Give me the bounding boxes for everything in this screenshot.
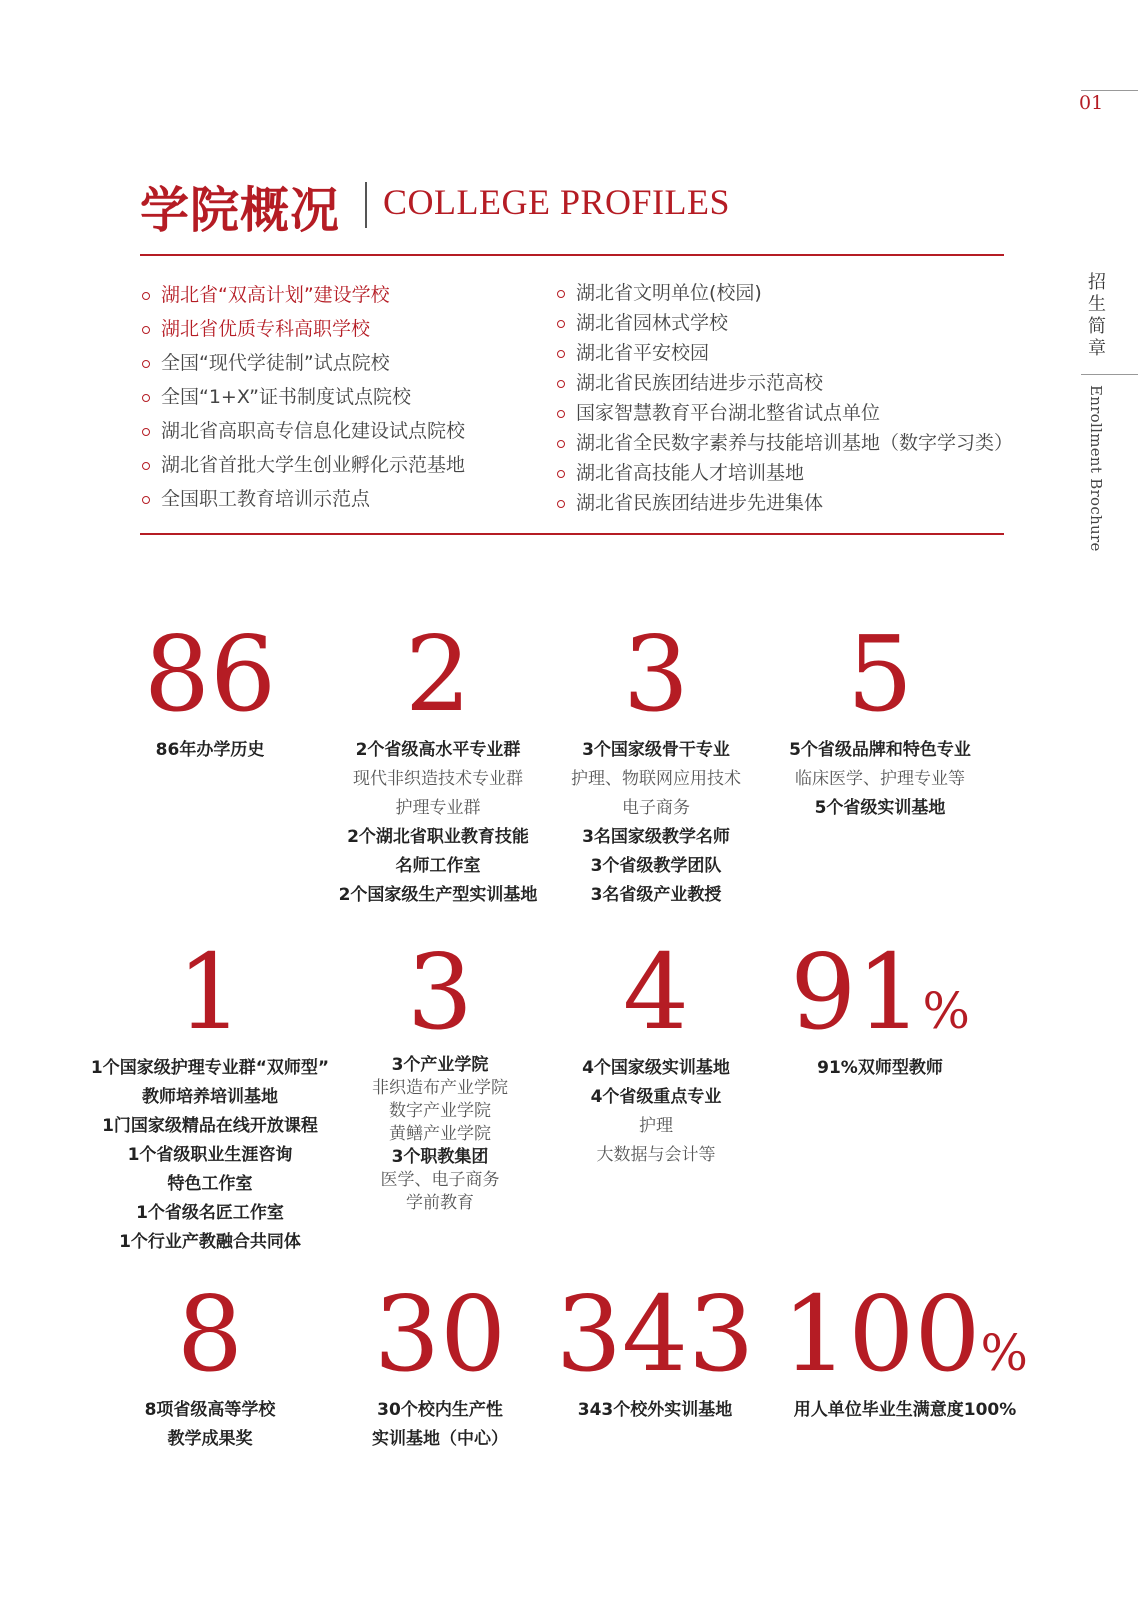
stat-number xyxy=(770,1273,1040,1395)
stat-91 xyxy=(780,931,980,1083)
stat-line: 3个国家级骨干专业 xyxy=(582,740,730,760)
highlight-item: 湖北省民族团结进步先进集体 xyxy=(556,488,1013,518)
stat-desc xyxy=(110,1396,310,1454)
stat-desc xyxy=(550,736,762,910)
highlight-item: 全国职工教育培训示范点 xyxy=(141,482,465,516)
side-char: 简 xyxy=(1088,316,1106,337)
stat-line: 护理、物联网应用技术 xyxy=(571,769,741,789)
stat-number: 5 xyxy=(846,613,914,735)
stat-line: 1个省级名匠工作室 xyxy=(136,1203,284,1223)
stat-number: 86 xyxy=(143,613,277,735)
highlight-item: 全国“1+X”证书制度试点院校 xyxy=(141,380,465,414)
top-divider xyxy=(140,254,1004,256)
stat-line: 1个省级职业生涯咨询 xyxy=(127,1145,293,1165)
stat-number: 4 xyxy=(622,931,690,1053)
stat-line: 护理 xyxy=(639,1116,673,1136)
highlight-item: 湖北省全民数字素养与技能培训基地（数字学习类） xyxy=(556,428,1013,458)
stat-line: 教学成果奖 xyxy=(167,1429,253,1449)
stat-number xyxy=(780,931,980,1053)
stat-desc xyxy=(60,1054,360,1257)
stat-line: 黄鳝产业学院 xyxy=(389,1124,491,1144)
stat-line: 30个校内生产性 xyxy=(377,1400,503,1420)
stat-line: 3个职教集团 xyxy=(391,1147,489,1167)
stat-line: 3名省级产业教授 xyxy=(590,885,722,905)
stat-number: 343 xyxy=(555,1273,755,1395)
side-char: 招 xyxy=(1088,272,1106,293)
title-divider xyxy=(365,182,367,228)
stat-4 xyxy=(560,931,752,1170)
page-number: 01 xyxy=(1079,92,1104,114)
stat-line: 1门国家级精品在线开放课程 xyxy=(102,1116,318,1136)
highlight-item: 湖北省高职高专信息化建设试点院校 xyxy=(141,414,465,448)
stat-line: 名师工作室 xyxy=(395,856,481,876)
stat-line: 3个省级教学团队 xyxy=(590,856,722,876)
stat-line: 医学、电子商务 xyxy=(380,1170,500,1190)
stat-line: 86年办学历史 xyxy=(155,740,265,760)
stat-number-value: 100 xyxy=(782,1273,981,1395)
stat-line: 数字产业学院 xyxy=(389,1101,491,1121)
stat-line: 特色工作室 xyxy=(167,1174,253,1194)
stat-5 xyxy=(768,613,992,823)
page-title-cn: 学院概况 xyxy=(140,181,341,239)
stat-number: 3 xyxy=(406,931,474,1053)
stat-line: 2个湖北省职业教育技能 xyxy=(347,827,529,847)
stat-3-backbone xyxy=(550,613,762,910)
side-char: 生 xyxy=(1088,294,1106,315)
stat-line: 8项省级高等学校 xyxy=(144,1400,276,1420)
stat-line: 教师培养培训基地 xyxy=(142,1087,278,1107)
stat-30 xyxy=(335,1273,545,1454)
page-title-en: COLLEGE PROFILES xyxy=(383,182,731,222)
stat-1 xyxy=(60,931,360,1257)
highlight-item: 湖北省园林式学校 xyxy=(556,308,1013,338)
stat-line: 3名国家级教学名师 xyxy=(582,827,730,847)
bottom-divider xyxy=(140,533,1004,535)
percent-sign: % xyxy=(980,1324,1028,1382)
top-right-rule xyxy=(1081,90,1138,91)
stat-line: 5个省级品牌和特色专业 xyxy=(789,740,971,760)
stat-343 xyxy=(555,1273,755,1425)
side-title-cn xyxy=(1086,272,1108,360)
highlight-item: 国家智慧教育平台湖北整省试点单位 xyxy=(556,398,1013,428)
highlight-item: 湖北省“双高计划”建设学校 xyxy=(141,278,465,312)
stat-line: 2个省级高水平专业群 xyxy=(355,740,521,760)
stat-3-industry xyxy=(350,931,530,1215)
stat-number: 1 xyxy=(176,931,244,1053)
stat-number-value: 91 xyxy=(790,931,923,1053)
stat-100 xyxy=(770,1273,1040,1425)
stat-desc xyxy=(780,1054,980,1083)
stat-line: 实训基地（中心） xyxy=(372,1429,508,1449)
highlight-item: 湖北省民族团结进步示范高校 xyxy=(556,368,1013,398)
highlights-left xyxy=(141,278,465,516)
side-rule xyxy=(1081,374,1138,375)
stat-line: 大数据与会计等 xyxy=(596,1145,716,1165)
stat-number: 30 xyxy=(373,1273,507,1395)
stat-line: 现代非织造技术专业群 xyxy=(353,769,523,789)
stat-line: 343个校外实训基地 xyxy=(577,1400,733,1420)
stat-desc xyxy=(318,736,558,910)
side-title-en: Enrollment Brochure xyxy=(1087,385,1105,552)
stat-line: 4个省级重点专业 xyxy=(590,1087,722,1107)
percent-sign: % xyxy=(922,982,970,1040)
stat-number: 2 xyxy=(404,613,472,735)
stat-desc xyxy=(555,1396,755,1425)
stat-desc xyxy=(560,1054,752,1170)
stat-8 xyxy=(110,1273,310,1454)
stat-line: 2个国家级生产型实训基地 xyxy=(338,885,538,905)
side-char: 章 xyxy=(1088,338,1106,359)
stat-desc xyxy=(335,1396,545,1454)
stat-number: 3 xyxy=(622,613,690,735)
highlight-item: 湖北省平安校园 xyxy=(556,338,1013,368)
stat-line: 护理专业群 xyxy=(395,798,481,818)
stat-line: 5个省级实训基地 xyxy=(814,798,946,818)
stat-line: 临床医学、护理专业等 xyxy=(795,769,965,789)
highlight-item: 湖北省高技能人才培训基地 xyxy=(556,458,1013,488)
stat-desc xyxy=(770,1396,1040,1425)
stat-line: 3个产业学院 xyxy=(391,1055,489,1075)
stat-line: 91%双师型教师 xyxy=(817,1058,943,1078)
stat-line: 1个行业产教融合共同体 xyxy=(119,1232,301,1252)
highlights-right xyxy=(556,278,1013,518)
stat-desc xyxy=(110,736,310,765)
stat-desc xyxy=(350,1054,530,1215)
highlight-item: 湖北省文明单位(校园) xyxy=(556,278,1013,308)
stat-line: 4个国家级实训基地 xyxy=(582,1058,730,1078)
stat-line: 用人单位毕业生满意度100% xyxy=(793,1400,1017,1420)
stat-desc xyxy=(768,736,992,823)
stat-line: 非织造布产业学院 xyxy=(372,1078,508,1098)
stat-line: 学前教育 xyxy=(406,1193,474,1213)
stat-number: 8 xyxy=(176,1273,244,1395)
highlight-item: 湖北省优质专科高职学校 xyxy=(141,312,465,346)
stat-line: 电子商务 xyxy=(622,798,690,818)
stat-line: 1个国家级护理专业群“双师型” xyxy=(90,1058,330,1078)
stat-2 xyxy=(318,613,558,910)
stat-86 xyxy=(110,613,310,765)
highlight-item: 全国“现代学徒制”试点院校 xyxy=(141,346,465,380)
highlight-item: 湖北省首批大学生创业孵化示范基地 xyxy=(141,448,465,482)
